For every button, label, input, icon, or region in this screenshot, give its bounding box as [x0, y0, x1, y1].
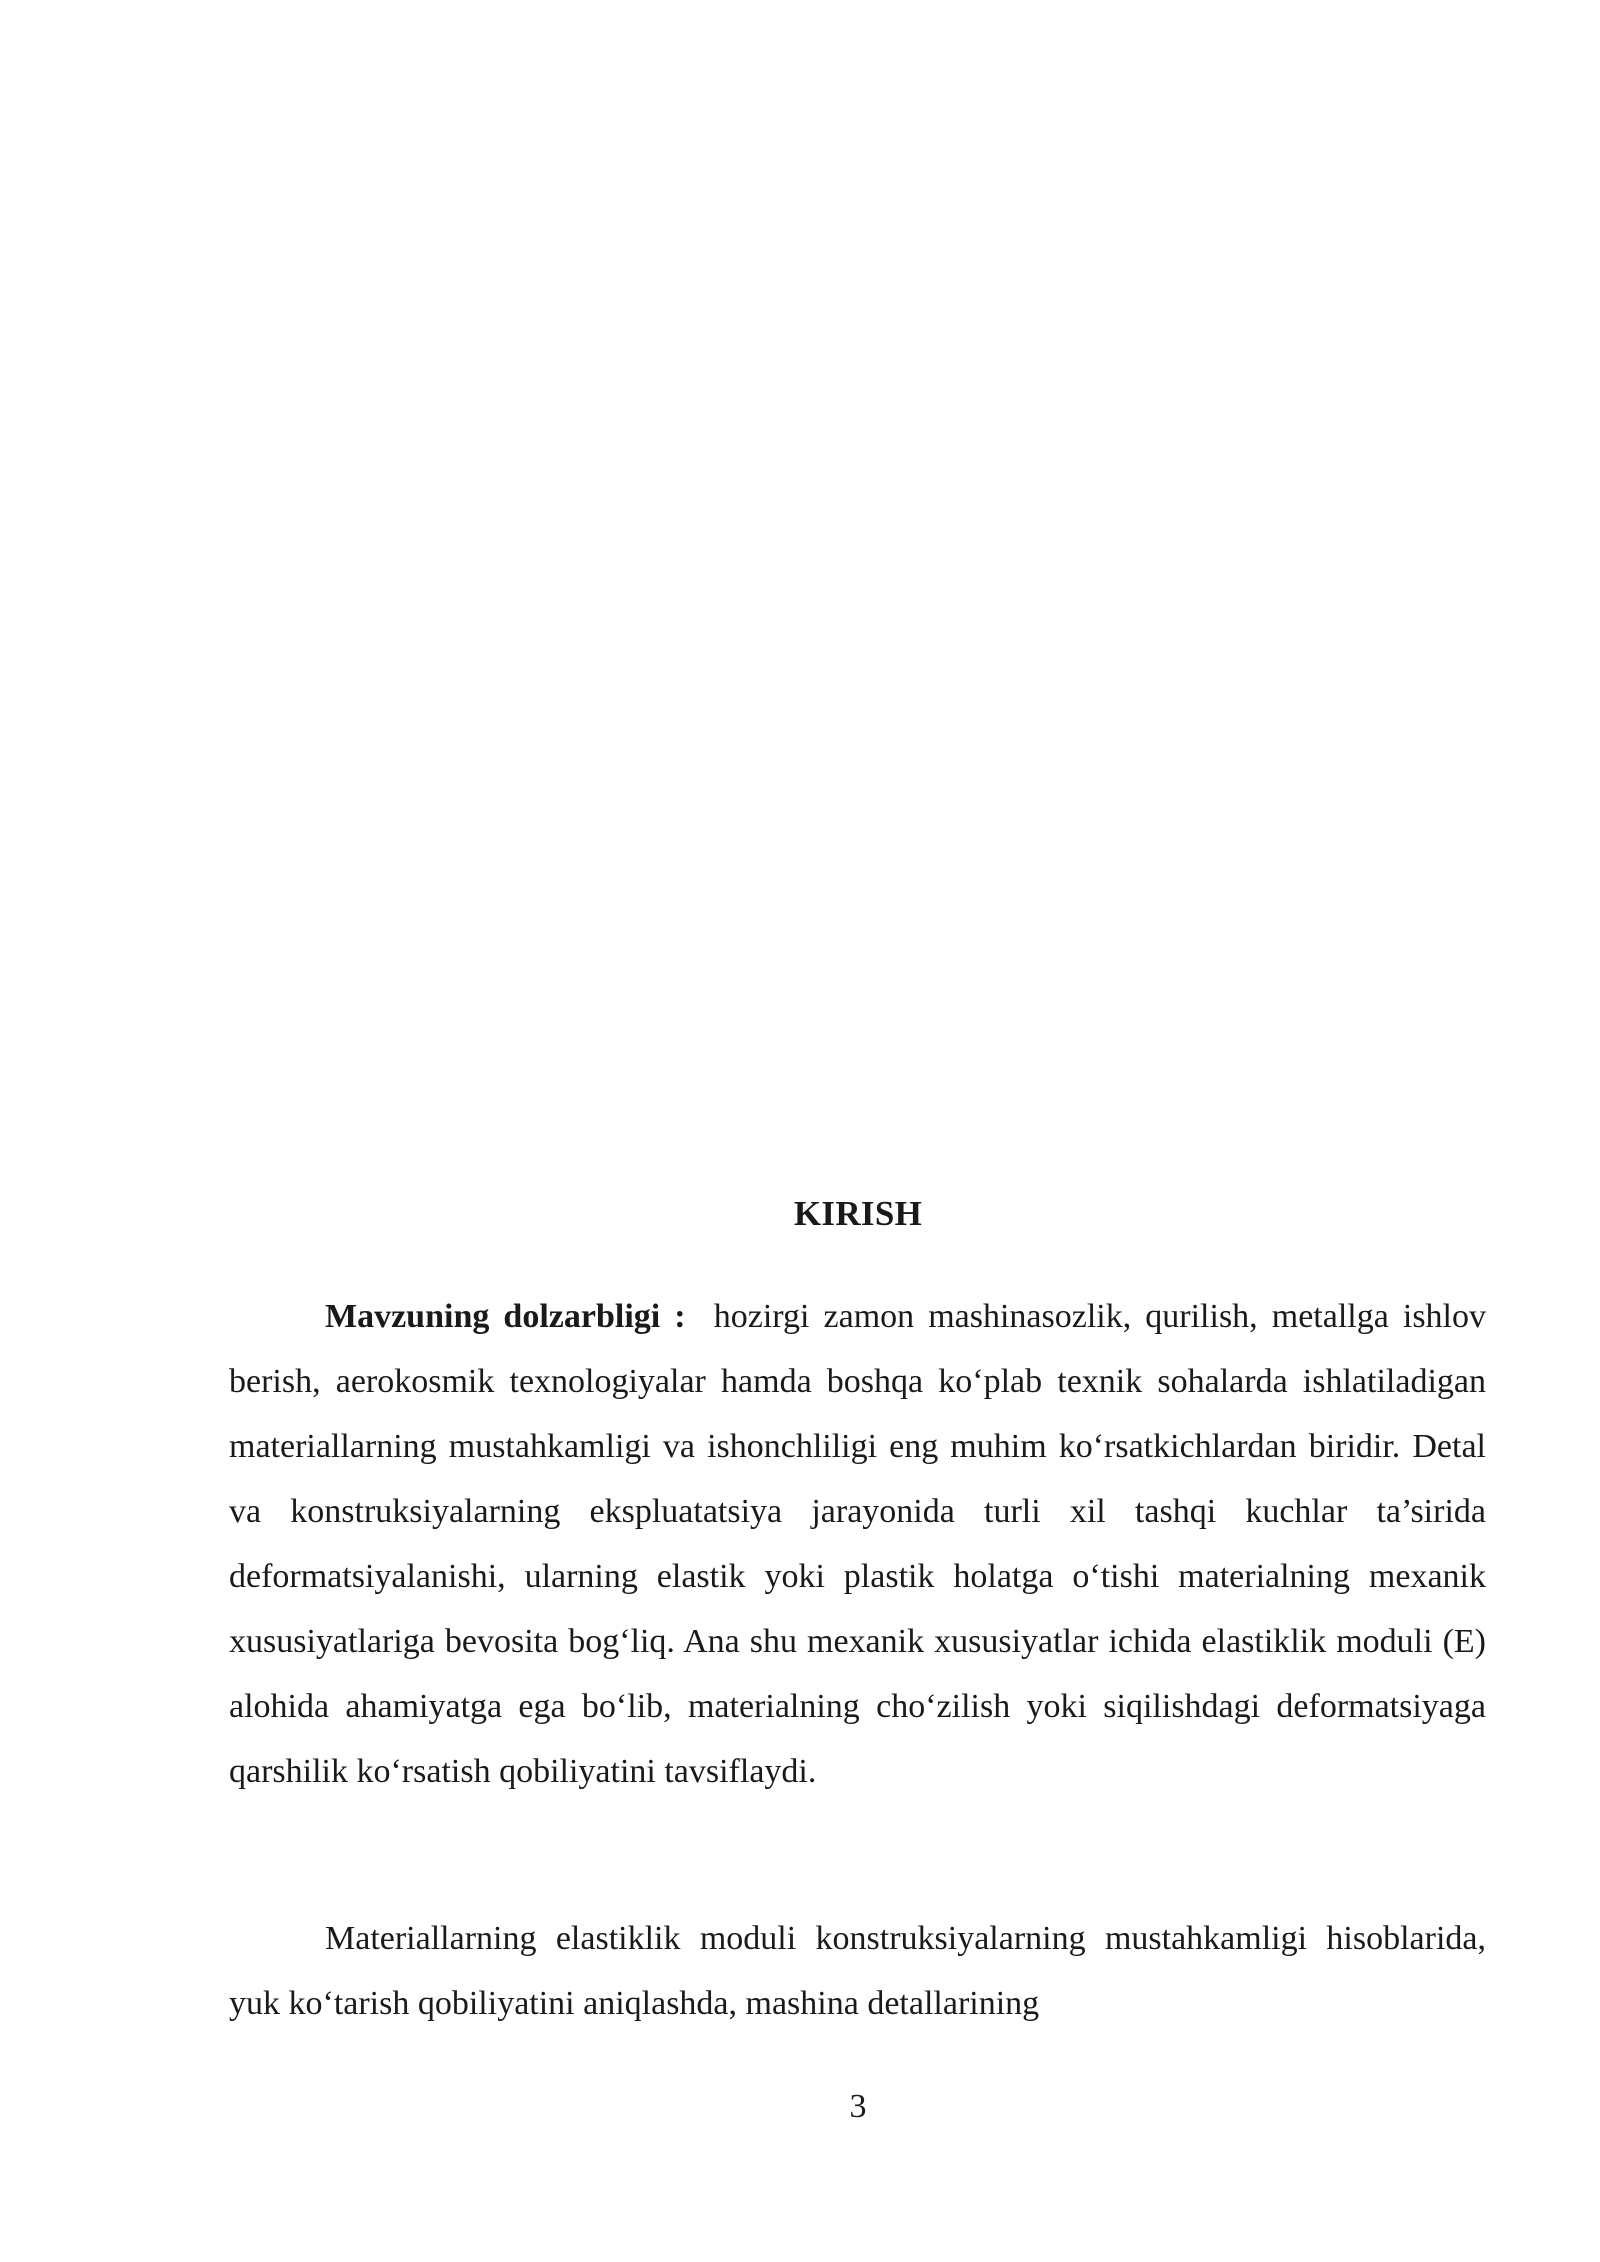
paragraph-lead: Mavzuning dolzarbligi :	[325, 1298, 686, 1335]
page-number: 3	[849, 2088, 867, 2125]
paragraph-relevance	[229, 1284, 1486, 1804]
paragraph-text: Materiallarning elastiklik moduli konstruksiyalarning mustahkamligi hisoblarida, yuk ko‘tarish qobiliyatini aniqlashda, mashina detallarining	[229, 1920, 1486, 2022]
section-heading: KIRISH	[793, 1194, 923, 1233]
paragraph-elasticity	[229, 1906, 1486, 2036]
paragraph-text: hozirgi zamon mashinasozlik, qurilish, metallga ishlov berish, aerokosmik texnologiyalar hamda boshqa ko‘plab texnik sohalarda ishlatiladigan materiallarning mustahkamligi va ishonchliligi eng muhim ko‘rsatkichlardan biridir. Detal va konstruksiyalarning ekspluatatsiya jarayonida turli xil tashqi kuchlar ta’sirida deformatsiyalanishi, ularning elastik yoki plastik holatga o‘tishi materialning mexanik xususiyatlariga bevosita bog‘liq. Ana shu mexanik xususiyatlar ichida elastiklik moduli (E) alohida ahamiyatga ega bo‘lib, materialning cho‘zilish yoki siqilishdagi deformatsiyaga qarshilik ko‘rsatish qobiliyatini tavsiflaydi.	[229, 1298, 1487, 1790]
